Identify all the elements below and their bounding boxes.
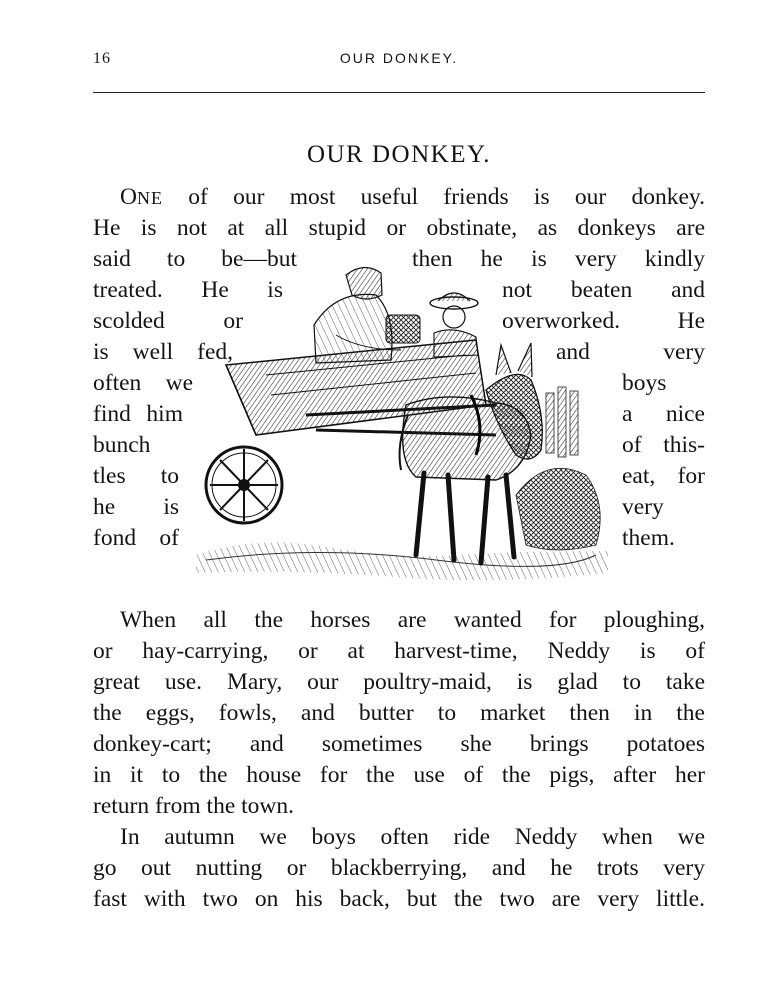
paragraph-line-right: and very <box>556 339 705 365</box>
paragraph-line: the eggs, fowls, and butter to market then in the <box>93 700 705 726</box>
paragraph-line-right: boys <box>622 370 667 396</box>
paragraph-line-right: of this- <box>622 432 705 458</box>
paragraph-line: donkey-cart; and sometimes she brings potatoes <box>93 731 705 757</box>
running-title: OUR DONKEY. <box>339 50 459 66</box>
paragraph-line-left: tles to <box>93 463 179 489</box>
paragraph-line: fast with two on his back, but the two are very little. <box>93 886 705 912</box>
paragraph-line-right: eat, for <box>622 463 705 489</box>
chapter-title: OUR DONKEY. <box>306 141 492 168</box>
paragraph-line-right: overworked. He <box>502 308 705 334</box>
line-text: of our most useful friends is our donkey. <box>162 184 705 210</box>
paragraph-line-left: find him <box>93 401 183 427</box>
paragraph-line: In autumn we boys often ride Neddy when we <box>120 824 705 850</box>
paragraph-line-right: them. <box>622 525 675 551</box>
paragraph-line: return from the town. <box>93 793 295 819</box>
paragraph-line-left: is well fed, <box>93 339 233 365</box>
paragraph-line-right: a nice <box>622 401 705 427</box>
running-head <box>93 50 705 74</box>
page-number: 16 <box>93 50 111 67</box>
paragraph-line: When all the horses are wanted for ploughing, <box>120 607 705 633</box>
paragraph-line-left: said to be—but <box>93 246 297 272</box>
paragraph-line-left: fond of <box>93 525 179 551</box>
paragraph-line <box>120 182 705 213</box>
paragraph-line: great use. Mary, our poultry-maid, is glad to take <box>93 669 705 695</box>
paragraph-line: or hay-carrying, or at harvest-time, Neddy is of <box>93 638 705 664</box>
paragraph-line-left: he is <box>93 494 179 520</box>
paragraph-line-right: very <box>622 494 664 520</box>
paragraph-line-left: treated. He is <box>93 277 283 303</box>
drop-initial: O <box>120 184 137 210</box>
paragraph-line-right: not beaten and <box>502 277 705 303</box>
paragraph-line: go out nutting or blackberrying, and he trots very <box>93 855 705 881</box>
paragraph-line-left: bunch <box>93 432 151 458</box>
donkey-cart-engraving-icon <box>196 255 608 585</box>
paragraph-line: in it to the house for the use of the pigs, after her <box>93 762 705 788</box>
paragraph-line: He is not at all stupid or obstinate, as donkeys are <box>93 215 705 241</box>
small-caps-text: NE <box>136 188 163 208</box>
paragraph-line-right: then he is very kindly <box>412 246 705 272</box>
header-rule <box>93 92 705 93</box>
paragraph-line-left: scolded or <box>93 308 243 334</box>
paragraph-line-left: often we <box>93 370 193 396</box>
